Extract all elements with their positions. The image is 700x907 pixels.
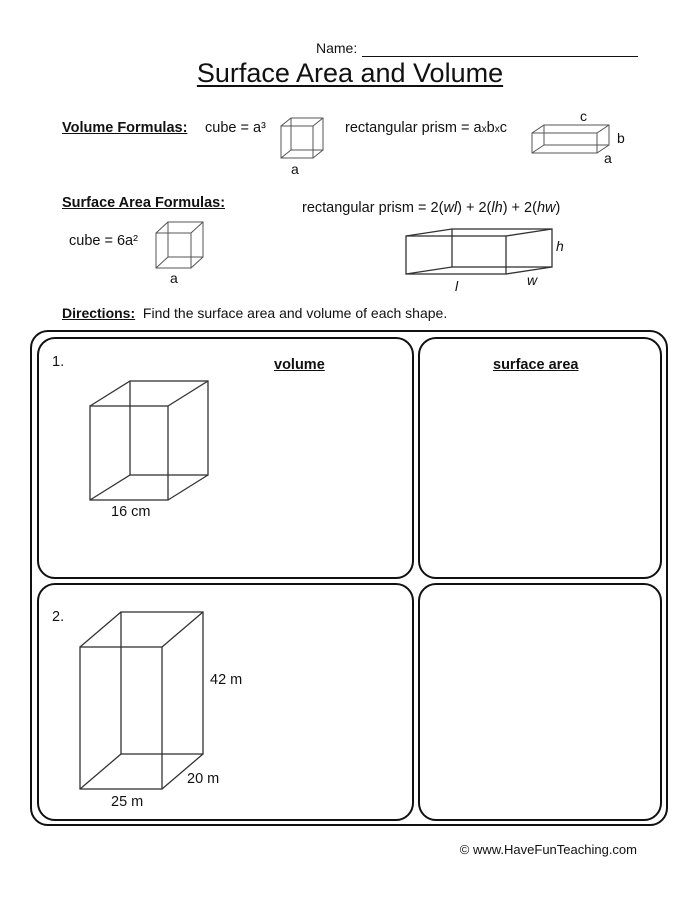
surface-cube-figure <box>156 222 203 268</box>
problem-1-cube-figure <box>90 381 208 500</box>
volume-prism-figure <box>532 125 609 153</box>
volume-prism-c: c <box>499 120 507 136</box>
surface-prism-figure <box>406 229 552 274</box>
volume-cube-formula: cube = a³ <box>205 120 266 136</box>
surface-prism-mid-1: ) + 2( <box>457 200 492 216</box>
directions-text: Find the surface area and volume of each shape. <box>142 305 448 321</box>
problem-2-depth-label: 20 m <box>187 771 220 787</box>
volume-formulas-heading: Volume Formulas: <box>62 120 188 136</box>
problem-1-number: 1. <box>52 354 65 370</box>
volume-cube-label-a: a <box>291 161 299 177</box>
surface-prism-mid-2: ) + 2( <box>502 200 537 216</box>
surface-area-column-header: surface area <box>493 357 579 373</box>
volume-prism-label-a: a <box>604 150 612 166</box>
surface-area-formulas-heading: Surface Area Formulas: <box>62 195 226 211</box>
surface-cube-formula: cube = 6a² <box>69 233 138 249</box>
problem-2-number: 2. <box>52 609 65 625</box>
problem-2-prism-figure <box>80 612 203 789</box>
surface-prism-formula-start: rectangular prism = 2( <box>302 200 444 216</box>
volume-prism-label-b: b <box>617 130 625 146</box>
problem-2-height-label: 42 m <box>210 672 243 688</box>
volume-cube-figure <box>281 118 323 158</box>
footer-copyright: © www.HaveFunTeaching.com <box>459 842 637 857</box>
surface-prism-term-wl: wl <box>443 200 458 216</box>
surface-prism-end: ) <box>555 200 561 216</box>
surface-prism-label-h: h <box>556 238 564 254</box>
surface-cube-label-a: a <box>170 270 178 286</box>
directions-label: Directions: <box>62 305 136 321</box>
problem-1-side-label: 16 cm <box>111 504 151 520</box>
page-title: Surface Area and Volume <box>196 58 504 88</box>
surface-prism-label-l: l <box>455 278 459 294</box>
problem-2-width-label: 25 m <box>111 794 144 810</box>
volume-prism-label-c: c <box>580 108 587 124</box>
volume-prism-times-1: x <box>481 124 487 135</box>
name-label: Name: <box>316 40 358 56</box>
surface-prism-label-w: w <box>527 272 538 288</box>
volume-prism-formula-prefix: rectangular prism = a <box>345 120 482 136</box>
volume-column-header: volume <box>274 357 325 373</box>
surface-prism-term-hw: hw <box>536 200 556 216</box>
surface-prism-term-lh: lh <box>491 200 503 216</box>
volume-prism-b: b <box>486 120 495 136</box>
volume-prism-times-2: x <box>494 124 500 135</box>
